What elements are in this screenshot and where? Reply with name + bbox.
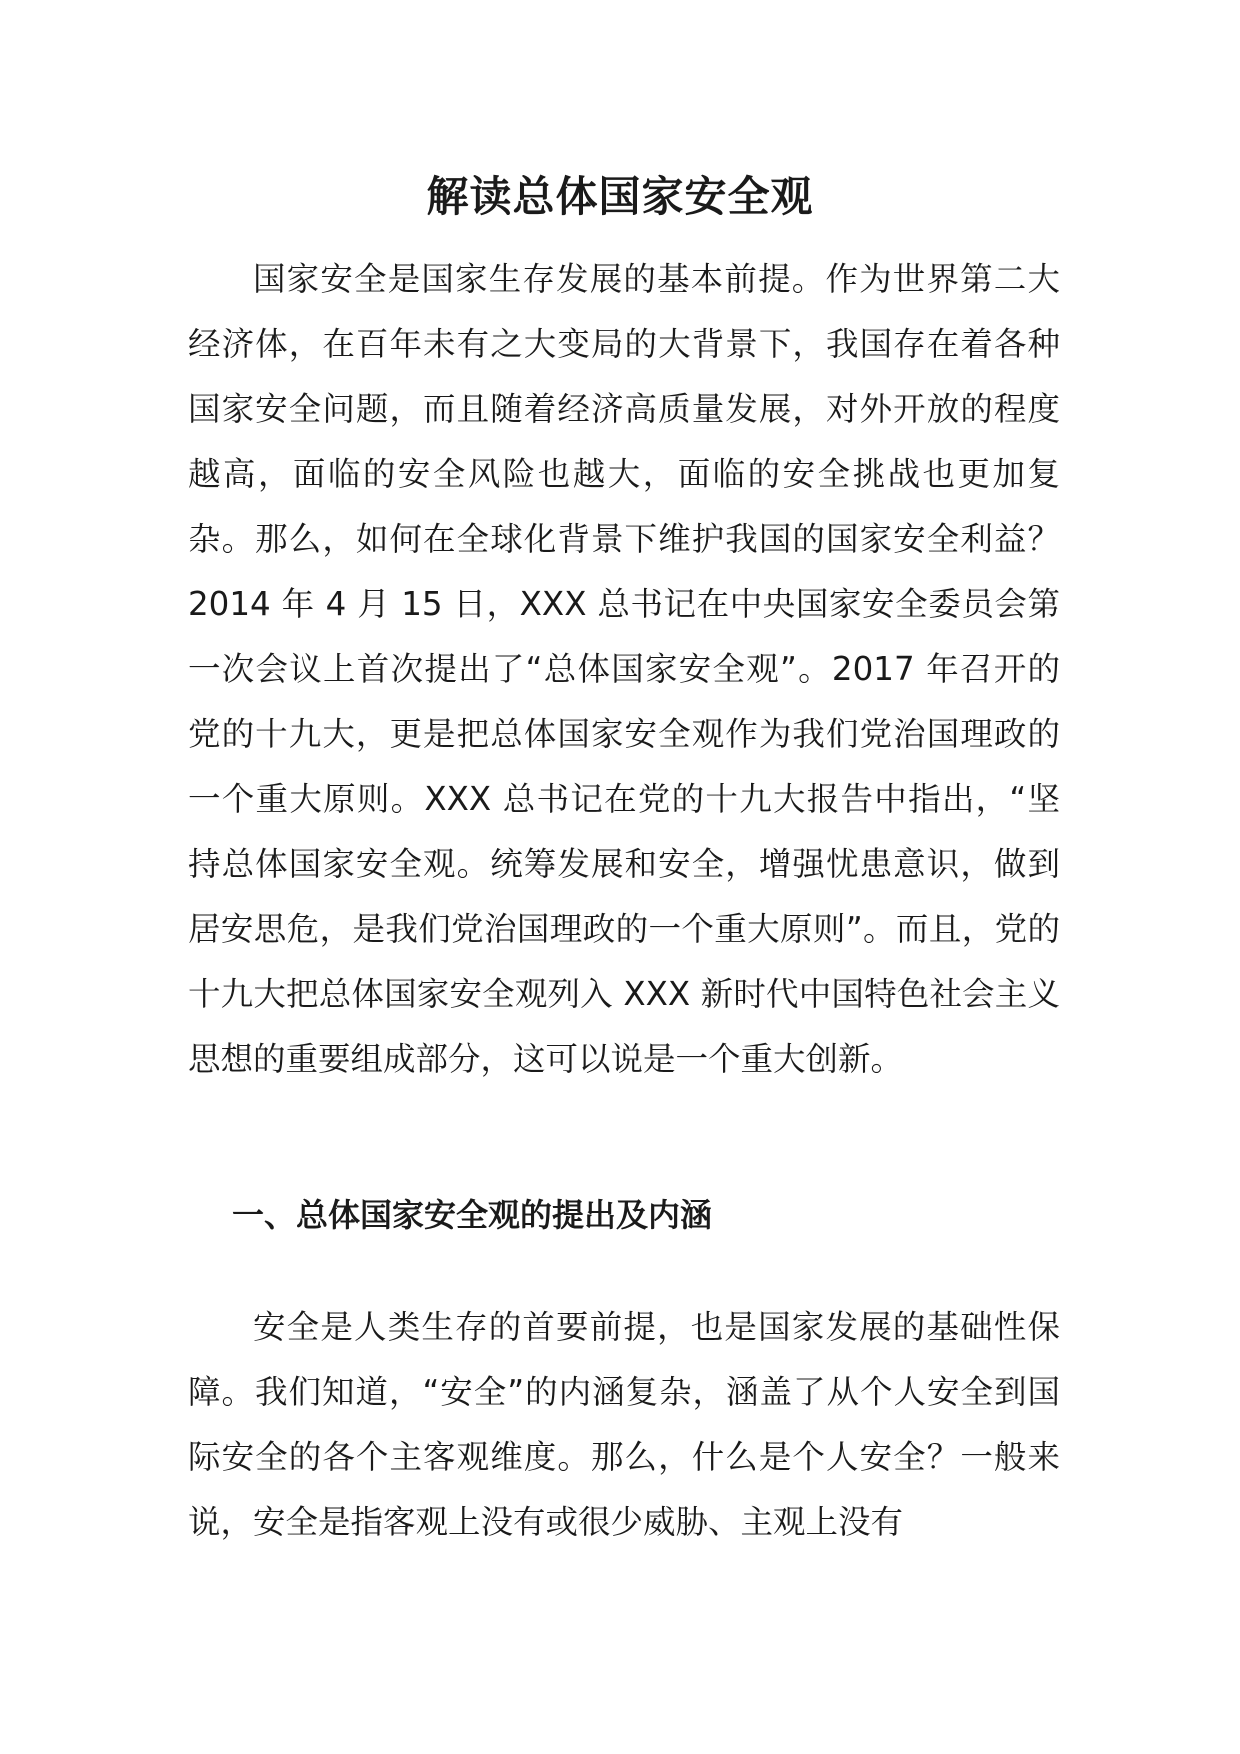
section-1-heading: 一、总体国家安全观的提出及内涵 bbox=[232, 1196, 713, 1234]
document-title: 解读总体国家安全观 bbox=[426, 172, 814, 221]
intro-paragraph: 国家安全是国家生存发展的基本前提。作为世界第二大经济体，在百年未有之大变局的大背景下，我国存在着各种国家安全问题，而且随着经济高质量发展，对外开放的程度越高，面临的安全风险也越大，面临的安全挑战也更加复杂。那么，如何在全球化背景下维护我国的国家安全利益？2014 年 4 月 15 日，XXX 总书记在中央国家安全委员会第一次会议上首次提出了“总体国家安全观”。2017 年召开的党的十九大，更是把总体国家安全观作为我们党治国理政的一个重大原则。XXX 总书记在党的十九大报告中指出，“坚持总体国家安全观。统筹发展和安全，增强忧患意识，做到居安思危，是我们党治国理政的一个重大原则”。而且，党的十九大把总体国家安全观列入 XXX 新时代中国特色社会主义思想的重要组成部分，这可以说是一个重大创新。 bbox=[188, 260, 1060, 1078]
section-1-paragraph: 安全是人类生存的首要前提，也是国家发展的基础性保障。我们知道，“安全”的内涵复杂，涵盖了从个人安全到国际安全的各个主客观维度。那么，什么是个人安全？一般来说，安全是指客观上没有或很少威胁、主观上没有 bbox=[188, 1308, 1060, 1541]
